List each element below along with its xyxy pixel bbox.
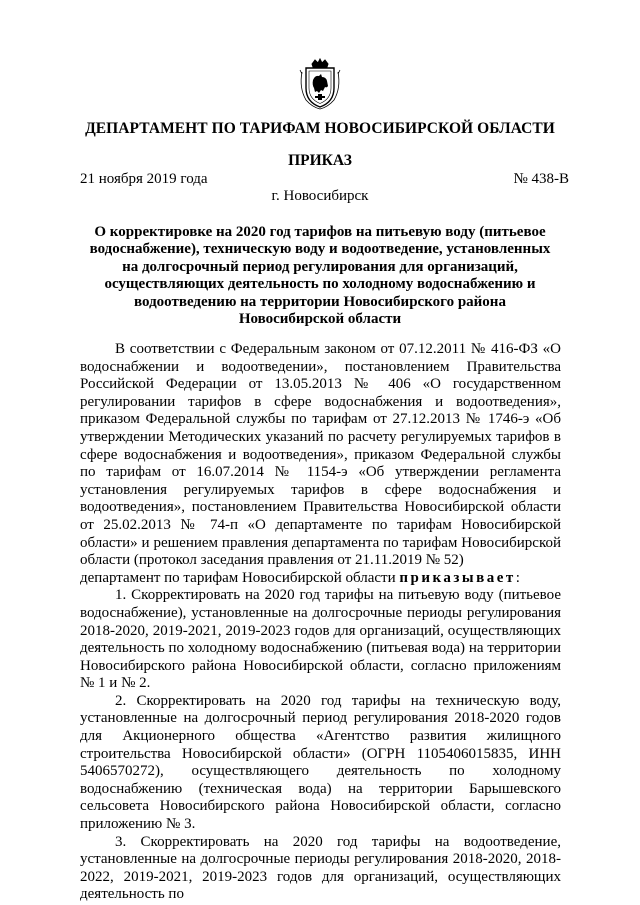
preamble-paragraph: В соответствии с Федеральным законом от 07.12.2011 № 416-ФЗ «О водоснабжении и водоотведении», постановлением Правительства Российской Федерации от 13.05.2013 № 406 «О государственном регулировании тарифов в сфере водоснабжения и водоотведения», приказом Федеральной службы по тарифам от 27.12.2013 № 1746-э «Об утверждении Методических указаний по расчету регулируемых тарифов в сфере водоснабжения и водоотведения», приказом Федеральной службы по тарифам от 16.07.2014 № 1154-э «Об утверждении регламента установления регулируемых тарифов в сфере водоснабжения и водоотведения», постановлением Правительства Новосибирской области от 25.02.2013 № 74-п «О департаменте по тарифам Новосибирской области» и решением правления департамента по тарифам Новосибирской области (протокол заседания правления от 21.11.2019 № 52) <box>80 341 561 569</box>
decree-line <box>80 570 561 588</box>
order-item-1: 1. Скорректировать на 2020 год тарифы на питьевую воду (питьевое водоснабжение), установленные на долгосрочные периоды регулирования 2018-2020, 2019-2021, 2019-2023 годов для организаций, осуществляющих деятельность по холодному водоснабжению (питьевая вода) на территории Новосибирского района Новосибирской области, согласно приложениям № 1 и № 2. <box>80 587 561 692</box>
coat-of-arms-icon <box>298 58 342 110</box>
order-date: 21 ноября 2019 года <box>80 171 208 187</box>
decree-colon: : <box>515 569 520 586</box>
order-city: г. Новосибирск <box>271 188 369 204</box>
department-title: ДЕПАРТАМЕНТ ПО ТАРИФАМ НОВОСИБИРСКОЙ ОБЛАСТИ <box>85 120 555 137</box>
order-subject: О корректировке на 2020 год тарифов на питьевую воду (питьевое водоснабжение), техническую воду и водоотведение, установленных на долгосрочный период регулирования для организаций, осуществляющих деятельность по холодному водоснабжению и водоотведению на территории Новосибирского района Новосибирской области <box>89 224 551 328</box>
decree-verb: приказывает <box>399 569 516 586</box>
order-title: ПРИКАЗ <box>288 152 352 169</box>
order-body <box>80 341 561 904</box>
order-item-2: 2. Скорректировать на 2020 год тарифы на техническую воду, установленные на долгосрочный период регулирования 2018-2020 годов для Акционерного общества «Агентство развития жилищного строительства Новосибирской области» (ОГРН 1105406015835, ИНН 5406570272), осуществляющего деятельность по холодному водоснабжению (техническая вода) на территории Барышевского сельсовета Новосибирского района Новосибирской области, согласно приложению № 3. <box>80 692 561 833</box>
order-number: № 438-В <box>513 171 569 187</box>
decree-lead: департамент по тарифам Новосибирской области <box>80 569 400 586</box>
order-item-3: 3. Скорректировать на 2020 год тарифы на водоотведение, установленные на долгосрочные периоды регулирования 2018-2020, 2018-2022, 2019-2021, 2019-2023 годов для организаций, осуществляющих деятельность по <box>80 833 561 903</box>
